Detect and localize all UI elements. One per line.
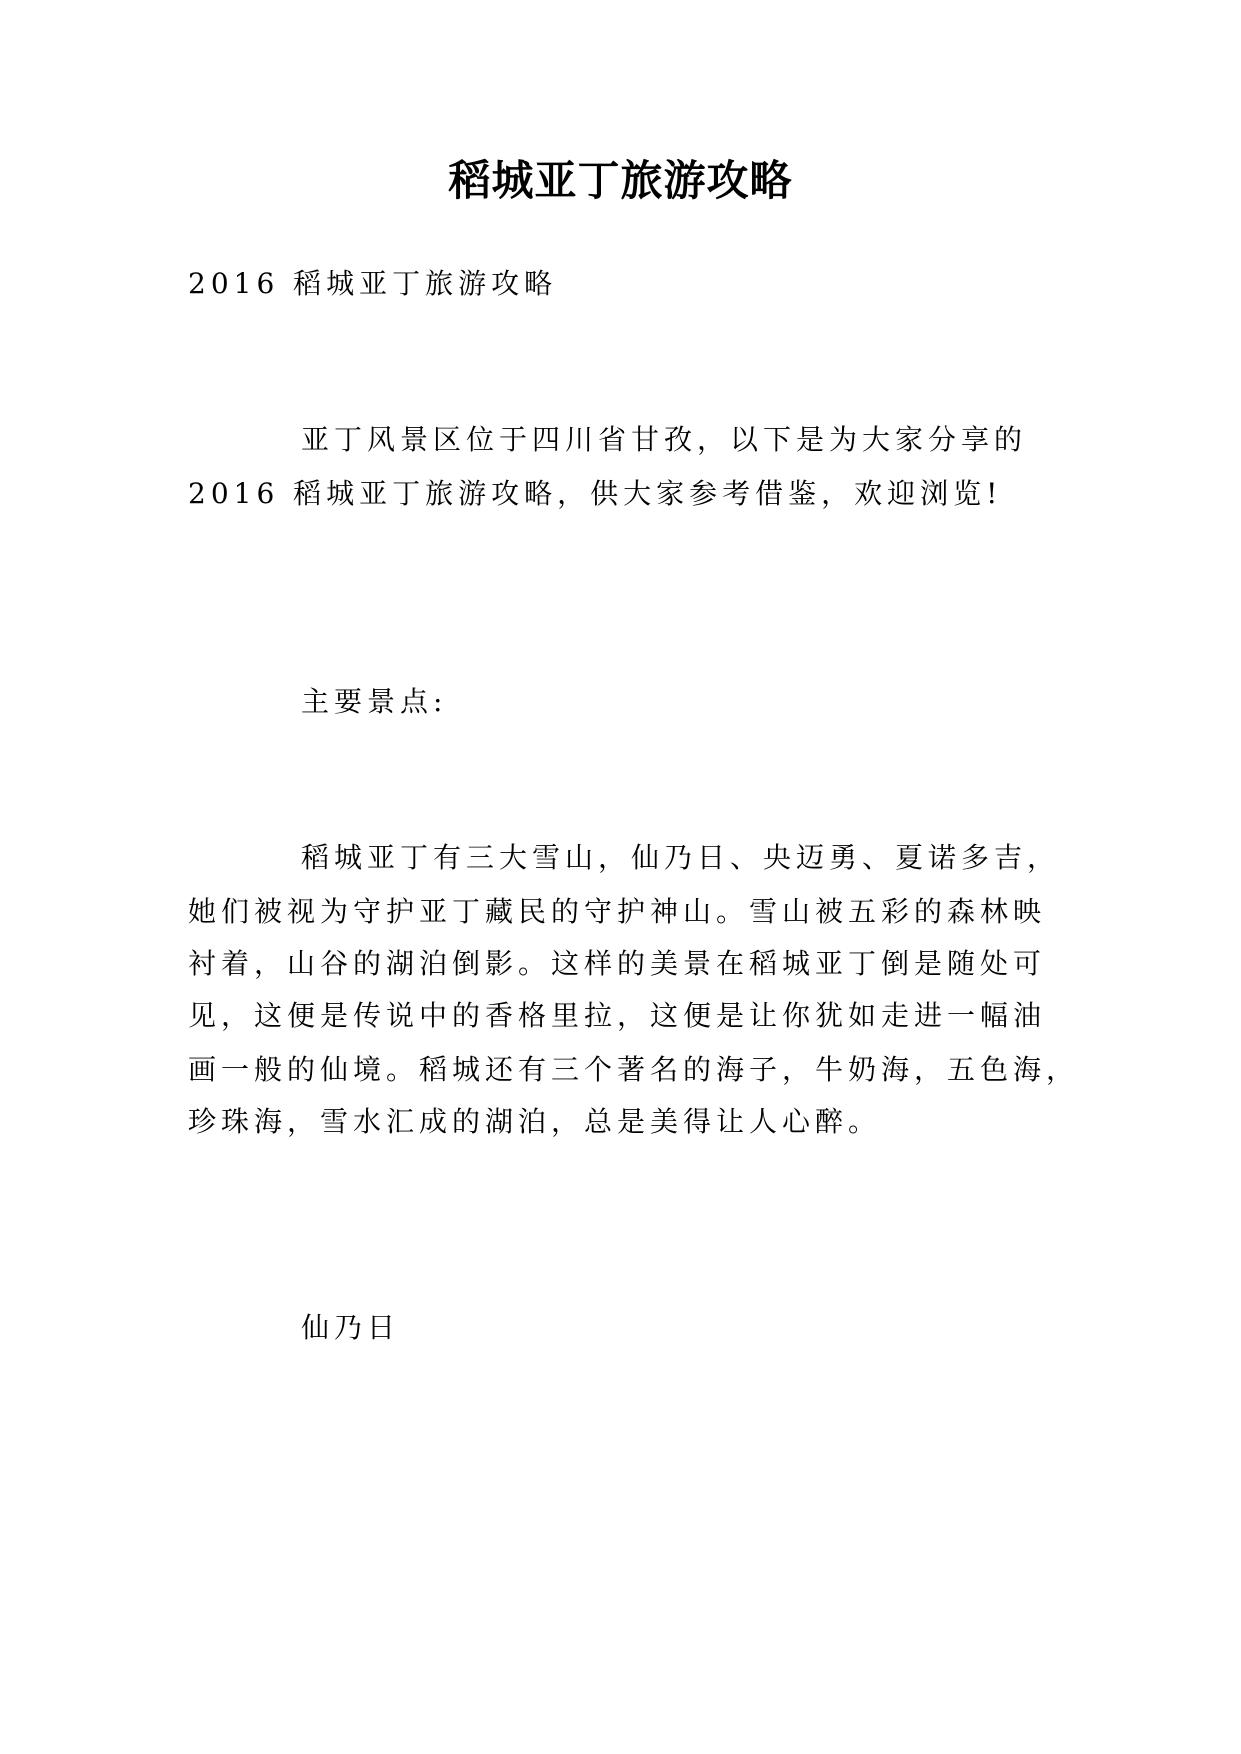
subheading-xiannairi: 仙乃日 (301, 1311, 401, 1344)
section-heading: 主要景点: (301, 685, 448, 718)
body-line-5: 画一般的仙境。稻城还有三个著名的海子，牛奶海，五色海， (188, 1053, 1080, 1086)
body-line-4: 见，这便是传说中的香格里拉，这便是让你犹如走进一幅油 (188, 999, 1047, 1032)
document-title: 稻城亚丁旅游攻略 (448, 156, 793, 205)
intro-line-1: 亚丁风景区位于四川省甘孜，以下是为大家分享的 (301, 423, 1028, 456)
intro-line-2: 2016 稻城亚丁旅游攻略，供大家参考借鉴，欢迎浏览! (188, 477, 1003, 510)
body-line-6: 珍珠海，雪水汇成的湖泊，总是美得让人心醉。 (188, 1105, 882, 1138)
body-line-2: 她们被视为守护亚丁藏民的守护神山。雪山被五彩的森林映 (188, 895, 1047, 928)
document-subtitle: 2016 稻城亚丁旅游攻略 (188, 267, 558, 300)
body-line-1: 稻城亚丁有三大雪山，仙乃日、央迈勇、夏诺多吉， (301, 841, 1061, 874)
body-line-3: 衬着，山谷的湖泊倒影。这样的美景在稻城亚丁倒是随处可 (188, 947, 1047, 980)
